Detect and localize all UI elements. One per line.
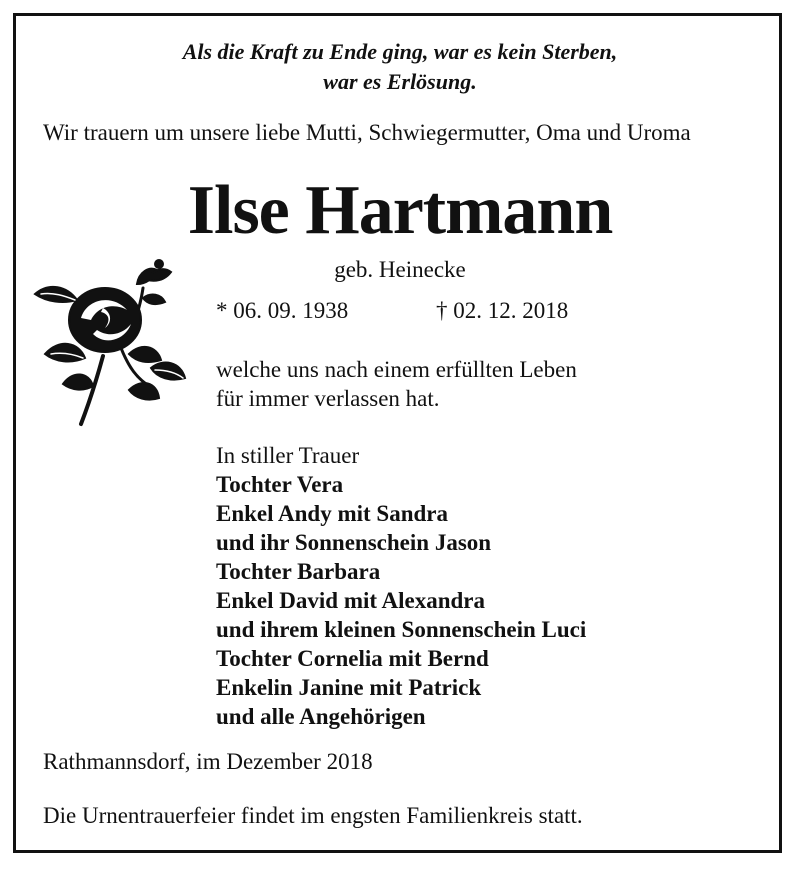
mourner-name: Enkelin Janine mit Patrick bbox=[216, 675, 482, 700]
intro-text: Wir trauern um unsere liebe Mutti, Schwiegermutter, Oma und Uroma bbox=[43, 120, 691, 145]
farewell-line-2: für immer verlassen hat. bbox=[216, 386, 440, 411]
place-date: Rathmannsdorf, im Dezember 2018 bbox=[43, 749, 373, 774]
motto-line-1: Als die Kraft zu Ende ging, war es kein Sterben, bbox=[182, 39, 618, 64]
mourner-name: Tochter Cornelia mit Bernd bbox=[216, 646, 489, 671]
mourner-name: und ihr Sonnenschein Jason bbox=[216, 530, 492, 555]
mourner-name: und ihrem kleinen Sonnenschein Luci bbox=[216, 617, 587, 642]
mourners-intro: In stiller Trauer bbox=[216, 443, 360, 468]
mourner-name: Tochter Barbara bbox=[216, 559, 381, 584]
maiden-name: geb. Heinecke bbox=[334, 257, 466, 282]
mourner-name: Enkel David mit Alexandra bbox=[216, 588, 486, 613]
deceased-name: Ilse Hartmann bbox=[187, 172, 613, 249]
mourner-name: Tochter Vera bbox=[216, 472, 344, 497]
farewell-line-1: welche uns nach einem erfüllten Leben bbox=[216, 357, 577, 382]
birth-date: * 06. 09. 1938 bbox=[216, 298, 349, 323]
mourner-name: Enkel Andy mit Sandra bbox=[216, 501, 448, 526]
motto-line-2: war es Erlösung. bbox=[323, 69, 477, 94]
ceremony-note: Die Urnentrauerfeier findet im engsten Familienkreis statt. bbox=[43, 803, 583, 828]
rose-icon bbox=[33, 258, 189, 428]
death-date: † 02. 12. 2018 bbox=[436, 298, 569, 323]
mourner-name: und alle Angehörigen bbox=[216, 704, 426, 729]
